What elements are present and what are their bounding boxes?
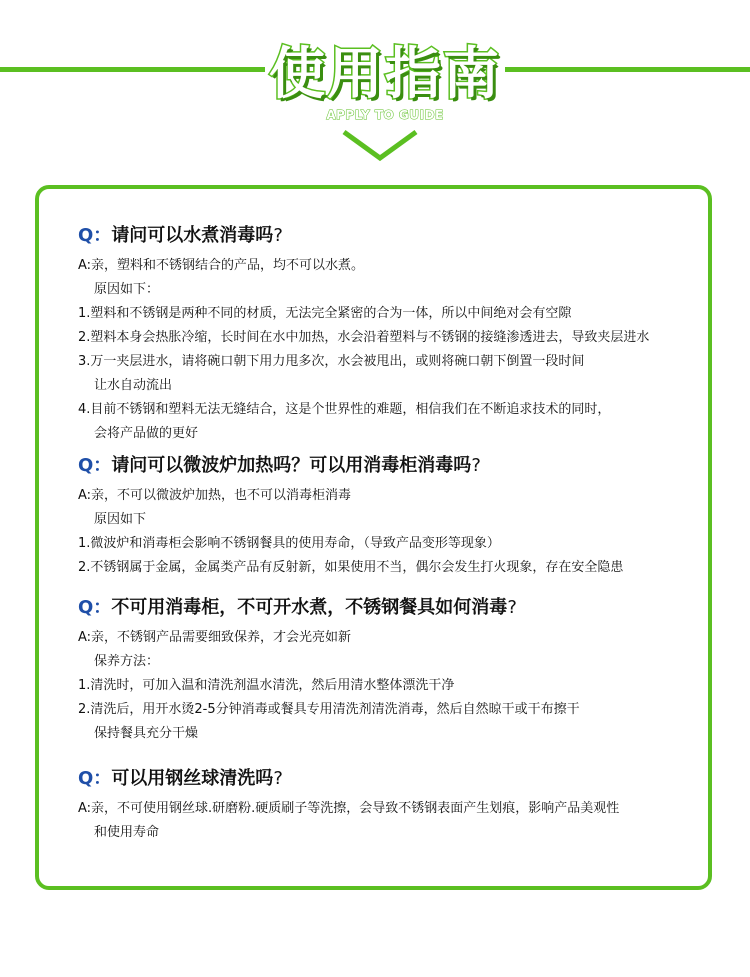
question-heading (78, 453, 623, 479)
answer-line: 和使用寿命 (94, 825, 160, 840)
question-mark: ? (507, 597, 517, 618)
question-text: 可以用钢丝球清洗吗 (111, 768, 274, 789)
question-heading (78, 595, 580, 621)
qa-section (78, 766, 619, 845)
qa-section (78, 223, 649, 446)
header-line-right (505, 67, 750, 72)
answer-line: 2.清洗后，用开水烫2-5分钟消毒或餐具专用清洗剂清洗消毒，然后自然晾干或干布擦干 (78, 702, 580, 717)
header-line-left (0, 67, 265, 72)
question-mark: ? (273, 225, 283, 246)
answer-line: 会将产品做的更好 (94, 426, 199, 441)
answer-line: 2.不锈钢属于金属，金属类产品有反射新，如果使用不当，偶尔会发生打火现象，存在安全隐患 (78, 560, 624, 575)
question-prefix: Q： (78, 455, 112, 476)
answer-line: A:亲，不可以微波炉加热，也不可以消毒柜消毒 (78, 488, 352, 503)
page-title: 使用指南 (269, 42, 501, 107)
question-prefix: Q： (78, 225, 112, 246)
answer-line: 4.目前不锈钢和塑料无法无缝结合，这是个世界性的难题，相信我们在不断追求技术的同时， (78, 402, 611, 417)
question-heading (78, 766, 619, 792)
question-mark: ? (471, 455, 481, 476)
question-prefix: Q： (78, 597, 112, 618)
answer-line: 1.清洗时，可加入温和清洗剂温水清洗，然后用清水整体漂洗干净 (78, 678, 455, 693)
qa-section (78, 595, 580, 746)
answer-line: A:亲，不锈钢产品需要细致保养，才会光亮如新 (78, 630, 352, 645)
answer-line: 原因如下 (94, 512, 147, 527)
page-subtitle: APPLY TO GUIDE (326, 108, 444, 122)
question-text: 请问可以微波炉加热吗？可以用消毒柜消毒吗 (111, 455, 472, 476)
question-prefix: Q： (78, 768, 112, 789)
answer-line: 1.微波炉和消毒柜会影响不锈钢餐具的使用寿命，（导致产品变形等现象） (78, 536, 500, 551)
question-heading (78, 223, 649, 249)
answer-line: A:亲，塑料和不锈钢结合的产品，均不可以水煮。 (78, 258, 365, 273)
answer-line: 原因如下： (94, 282, 160, 297)
question-text: 不可用消毒柜，不可开水煮，不锈钢餐具如何消毒 (111, 597, 508, 618)
chevron-down-icon (340, 128, 420, 164)
answer-line: 保养方法： (94, 654, 160, 669)
answer-line: 3.万一夹层进水，请将碗口朝下用力甩多次，水会被甩出，或则将碗口朝下倒置一段时间 (78, 354, 585, 369)
answer-line: 2.塑料本身会热胀冷缩，长时间在水中加热，水会沿着塑料与不锈钢的接缝渗透进去，导致夹层进水 (78, 330, 650, 345)
answer-line: 让水自动流出 (94, 378, 173, 393)
answer-line: A:亲，不可使用钢丝球.研磨粉.硬质刷子等洗擦，会导致不锈钢表面产生划痕，影响产品美观性 (78, 801, 620, 816)
answer-line: 1.塑料和不锈钢是两种不同的材质，无法完全紧密的合为一体，所以中间绝对会有空隙 (78, 306, 572, 321)
qa-section (78, 453, 623, 580)
question-mark: ? (273, 768, 283, 789)
question-text: 请问可以水煮消毒吗 (111, 225, 274, 246)
answer-line: 保持餐具充分干燥 (94, 726, 199, 741)
